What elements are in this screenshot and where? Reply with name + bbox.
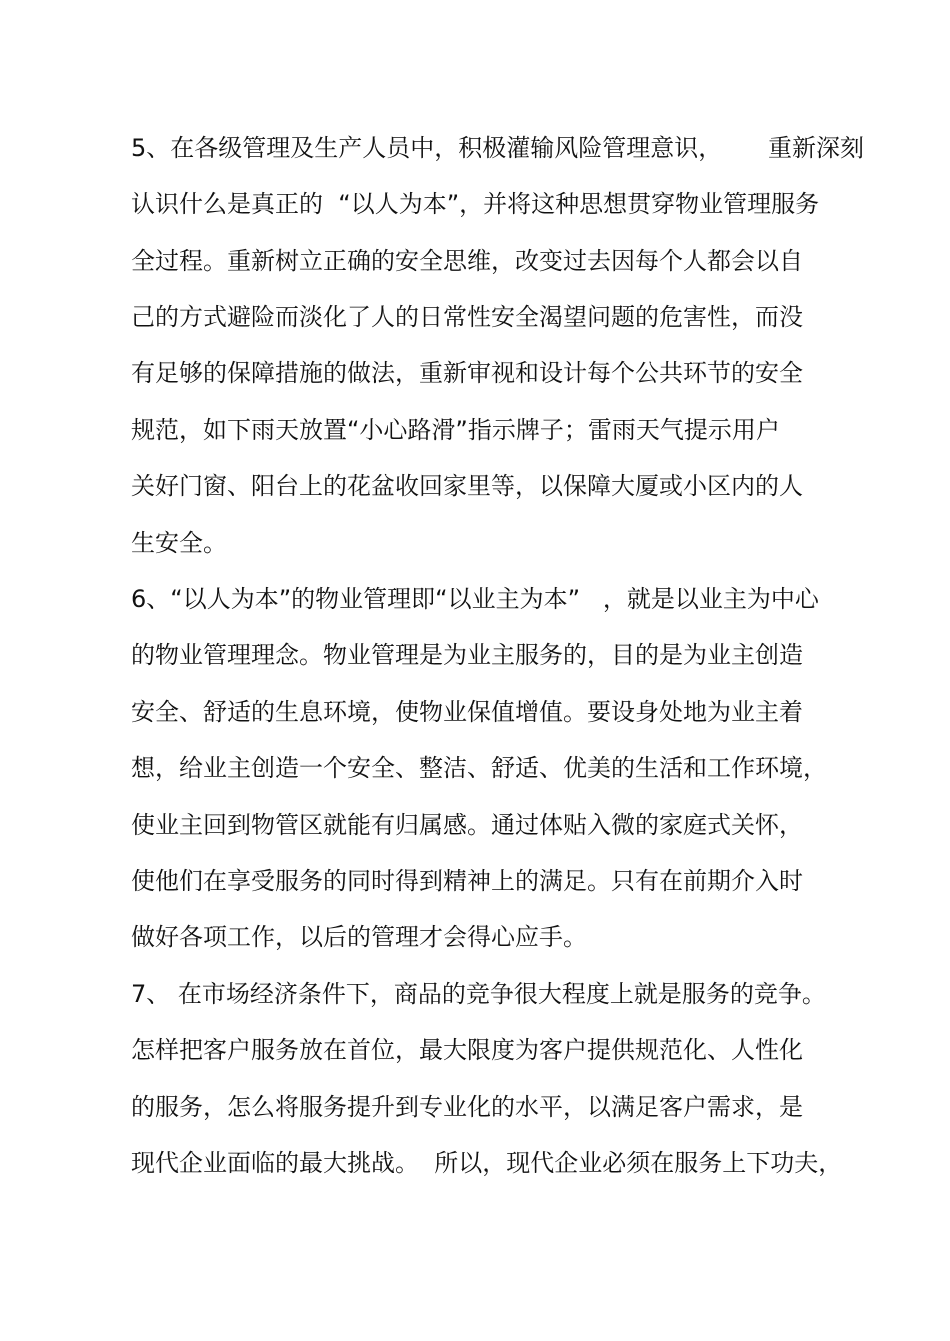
text-line: 关好门窗、阳台上的花盆收回家里等，以保障大厦或小区内的人 bbox=[131, 472, 803, 500]
text-line: 想，给业主创造一个安全、整洁、舒适、优美的生活和工作环境， bbox=[131, 754, 827, 782]
text-line: 有足够的保障措施的做法，重新审视和设计每个公共环节的安全 bbox=[131, 359, 803, 387]
text-line: 使他们在享受服务的同时得到精神上的满足。只有在前期介入时 bbox=[131, 867, 803, 895]
text-line: 全过程。重新树立正确的安全思维，改变过去因每个人都会以自 bbox=[131, 247, 803, 275]
text-line: 做好各项工作，以后的管理才会得心应手。 bbox=[131, 923, 587, 951]
text-line: 生安全。 bbox=[131, 529, 227, 557]
text-line: 怎样把客户服务放在首位，最大限度为客户提供规范化、人性化 bbox=[131, 1036, 803, 1064]
text-line: 现代企业面临的最大挑战。 所以，现代企业必须在服务上下功夫， bbox=[131, 1149, 843, 1177]
text-line: 5、在各级管理及生产人员中，积极灌输风险管理意识， 重新深刻 bbox=[131, 134, 865, 162]
text-line: 7、 在市场经济条件下，商品的竞争很大程度上就是服务的竞争。 bbox=[131, 980, 826, 1008]
text-line: 安全、舒适的生息环境，使物业保值增值。要设身处地为业主着 bbox=[131, 698, 803, 726]
text-line: 规范，如下雨天放置“小心路滑”指示牌子；雷雨天气提示用户 bbox=[131, 416, 780, 444]
text-line: 6、“以人为本”的物业管理即“以业主为本” ，就是以业主为中心 bbox=[131, 585, 819, 613]
text-line: 己的方式避险而淡化了人的日常性安全渴望问题的危害性，而没 bbox=[131, 303, 803, 331]
text-line: 的服务，怎么将服务提升到专业化的水平，以满足客户需求，是 bbox=[131, 1093, 803, 1121]
text-line: 的物业管理理念。物业管理是为业主服务的，目的是为业主创造 bbox=[131, 641, 803, 669]
text-line: 认识什么是真正的 “以人为本”，并将这种思想贯穿物业管理服务 bbox=[131, 190, 820, 218]
text-line: 使业主回到物管区就能有归属感。通过体贴入微的家庭式关怀， bbox=[131, 811, 803, 839]
